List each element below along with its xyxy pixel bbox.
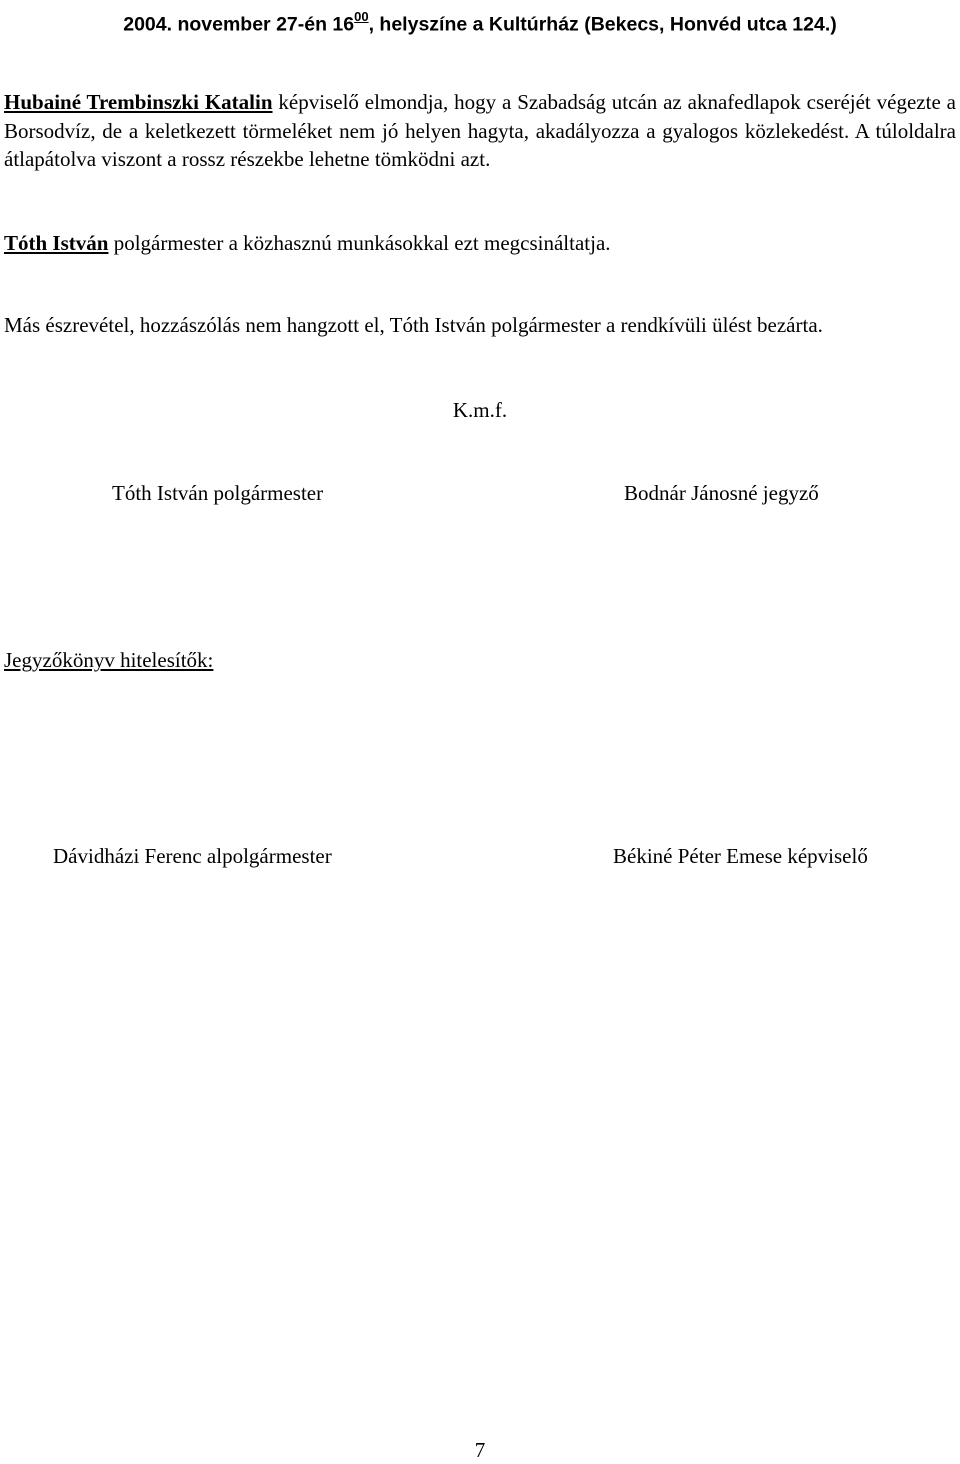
paragraph-toth (4, 229, 956, 258)
meeting-header (0, 6, 960, 38)
paragraph-hubaine (4, 88, 956, 174)
signature-deputy-mayor: Dávidházi Ferenc alpolgármester (53, 844, 332, 868)
header-time-superscript: 00 (354, 9, 369, 24)
paragraph-text: polgármester a közhasznú munkásokkal ezt megcsináltatja. (108, 231, 611, 255)
authenticators-label: Jegyzőkönyv hitelesítők: (4, 648, 214, 672)
header-date: 2004. november 27-én 16 (123, 13, 355, 36)
signature-notary: Bodnár Jánosné jegyző (624, 481, 819, 505)
page-number: 7 (474, 1438, 486, 1462)
signature-mayor: Tóth István polgármester (112, 481, 324, 505)
kmf-mark: K.m.f. (452, 398, 508, 422)
closing-statement: Más észrevétel, hozzászólás nem hangzott el, Tóth István polgármester a rendkívüli ülést bezárta. (4, 313, 823, 337)
signature-representative: Békiné Péter Emese képviselő (613, 844, 868, 868)
header-location: , helyszíne a Kultúrház (Bekecs, Honvéd utca 124.) (368, 13, 837, 36)
speaker-name: Tóth István (4, 231, 109, 255)
speaker-name: Hubainé Trembinszki Katalin (4, 90, 273, 114)
paragraph-text: képviselő elmondja, hogy a Szabadság utcán az aknafedlapok cseréjét végezte a Borsodvíz, de a keletkezett törmeléket nem jó helyen hagyta, akadályozza a gyalogos közlekedést. A túloldalra átlapátolva viszont a rossz részekbe lehetne tömködni azt. (4, 90, 956, 171)
